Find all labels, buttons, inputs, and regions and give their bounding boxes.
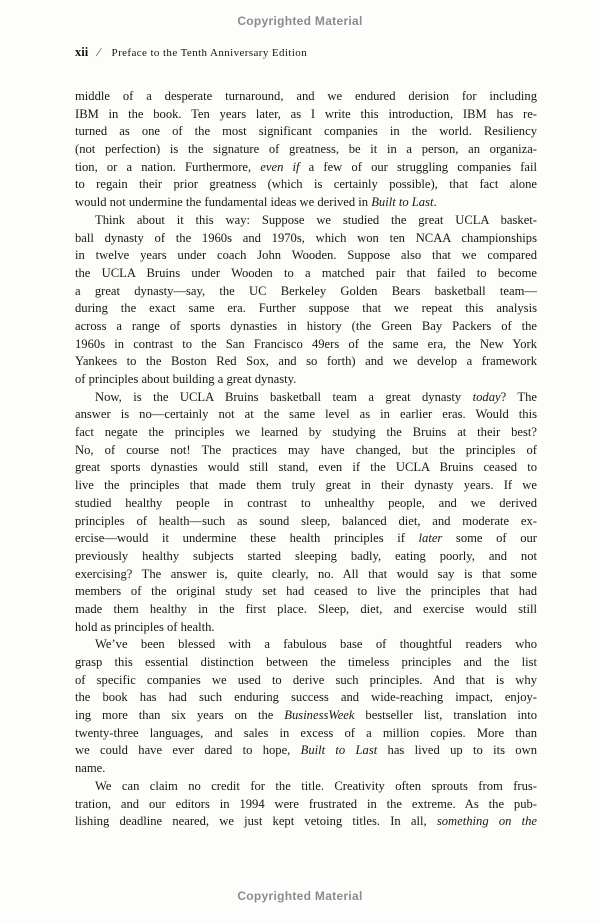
copyright-watermark-top: Copyrighted Material [237,14,363,28]
text-line: turned as one of the most significant companies in the world. Resiliency [75,124,537,139]
text-line: No, of course not! The practices may have changed, but the principles of [75,442,537,457]
text-line: grasp this essential distinction between the timeless principles and the list [75,655,537,669]
text-line: made them healthy in the first place. Sleep, diet, and exercise would still [75,601,537,616]
text-line: great sports dynasties would still stand, even if the UCLA Bruins ceased to [75,460,537,475]
text-line: would not undermine the fundamental ideas we derived in Built to Last. [75,195,437,210]
text-line: ing more than six years on the BusinessWeek bestseller list, translation into [75,708,537,723]
text-line: members of the original study set had ceased to live the principles that had [75,584,537,599]
text-line: ball dynasty of the 1960s and 1970s, which won ten NCAA championships [75,230,537,245]
text-line: to regain their prior greatness (which is certainly possible), that fact alone [75,177,537,192]
text-line: a great dynasty—say, the UC Berkeley Golden Bears basketball team— [75,283,537,298]
text-line: middle of a desperate turnaround, and we endured derision for including [75,89,537,103]
text-line: ercise—would it undermine these health principles if later some of our [75,531,537,546]
text-line: 1960s in contrast to the San Francisco 49ers of the same era, the New York [75,336,537,351]
page-body [75,88,537,831]
text-line: Yankees to the Boston Red Sox, and so forth) and we develop a framework [75,354,537,369]
text-line: hold as principles of health. [75,619,215,634]
paragraph [75,88,537,212]
text-line: fact negate the principles we learned by studying the Bruins at their best? [75,425,537,440]
running-header [75,43,537,61]
text-line: during the exact same era. Further suppose that we repeat this analysis [75,301,537,316]
text-line: lishing deadline neared, we just kept vetoing titles. In all, something on the [75,814,537,829]
text-line: of principles about building a great dynasty. [75,372,297,386]
chapter-title: Preface to the Tenth Anniversary Edition [111,47,308,59]
text-line: Now, is the UCLA Bruins basketball team a great dynasty today? The [95,389,538,404]
copyright-watermark-bottom: Copyrighted Material [237,889,363,903]
text-line: tration, and our editors in 1994 were frustrated in the extreme. As the pub- [75,796,537,811]
text-line: twenty-three languages, and sales in excess of a million copies. More than [75,725,537,740]
text-line: principles of health—such as sound sleep, balanced diet, and moderate ex- [75,513,537,528]
text-line: IBM in the book. Ten years later, as I write this introduction, IBM has re- [75,106,537,121]
text-line: exercising? The answer is, quite clearly, no. All that would say is that some [75,566,537,581]
text-line: in twelve years under coach John Wooden. Suppose also that we compared [75,248,537,263]
text-line: across a range of sports dynasties in history (the Green Bay Packers of the [75,318,537,333]
text-line: name. [75,761,106,776]
text-line: of specific companies we used to derive such principles. And that is why [75,672,537,687]
text-line: live the principles that made them truly great in their dynasty years. If we [75,478,537,493]
text-line: answer is no—certainly not at the same level as in earlier eras. Would this [75,407,537,422]
text-line: (not perfection) is the signature of greatness, be it in a person, an organiza- [75,142,537,157]
text-line: the UCLA Bruins under Wooden to a matched pair that failed to become [75,265,537,280]
text-line: previously healthy subjects started sleeping badly, eating poorly, and not [75,548,537,563]
paragraph [75,212,537,389]
text-line: the book has had such enduring success and wide-reaching impact, enjoy- [75,690,537,705]
page-number: xii [75,45,89,59]
text-line: Think about it this way: Suppose we studied the great UCLA basket- [95,212,537,227]
paragraph [75,778,537,831]
text-line: tion, or a nation. Furthermore, even if a few of our struggling companies fail [75,159,538,174]
text-line: We can claim no credit for the title. Creativity often sprouts from frus- [95,778,537,793]
text-line: We’ve been blessed with a fabulous base of thoughtful readers who [95,637,537,652]
paragraph [75,389,537,637]
header-separator: / [95,45,103,59]
text-line: studied healthy people in contrast to unhealthy people, and we derived [75,495,537,510]
paragraph [75,636,537,778]
text-line: we could have ever dared to hope, Built to Last has lived up to its own [75,743,537,758]
